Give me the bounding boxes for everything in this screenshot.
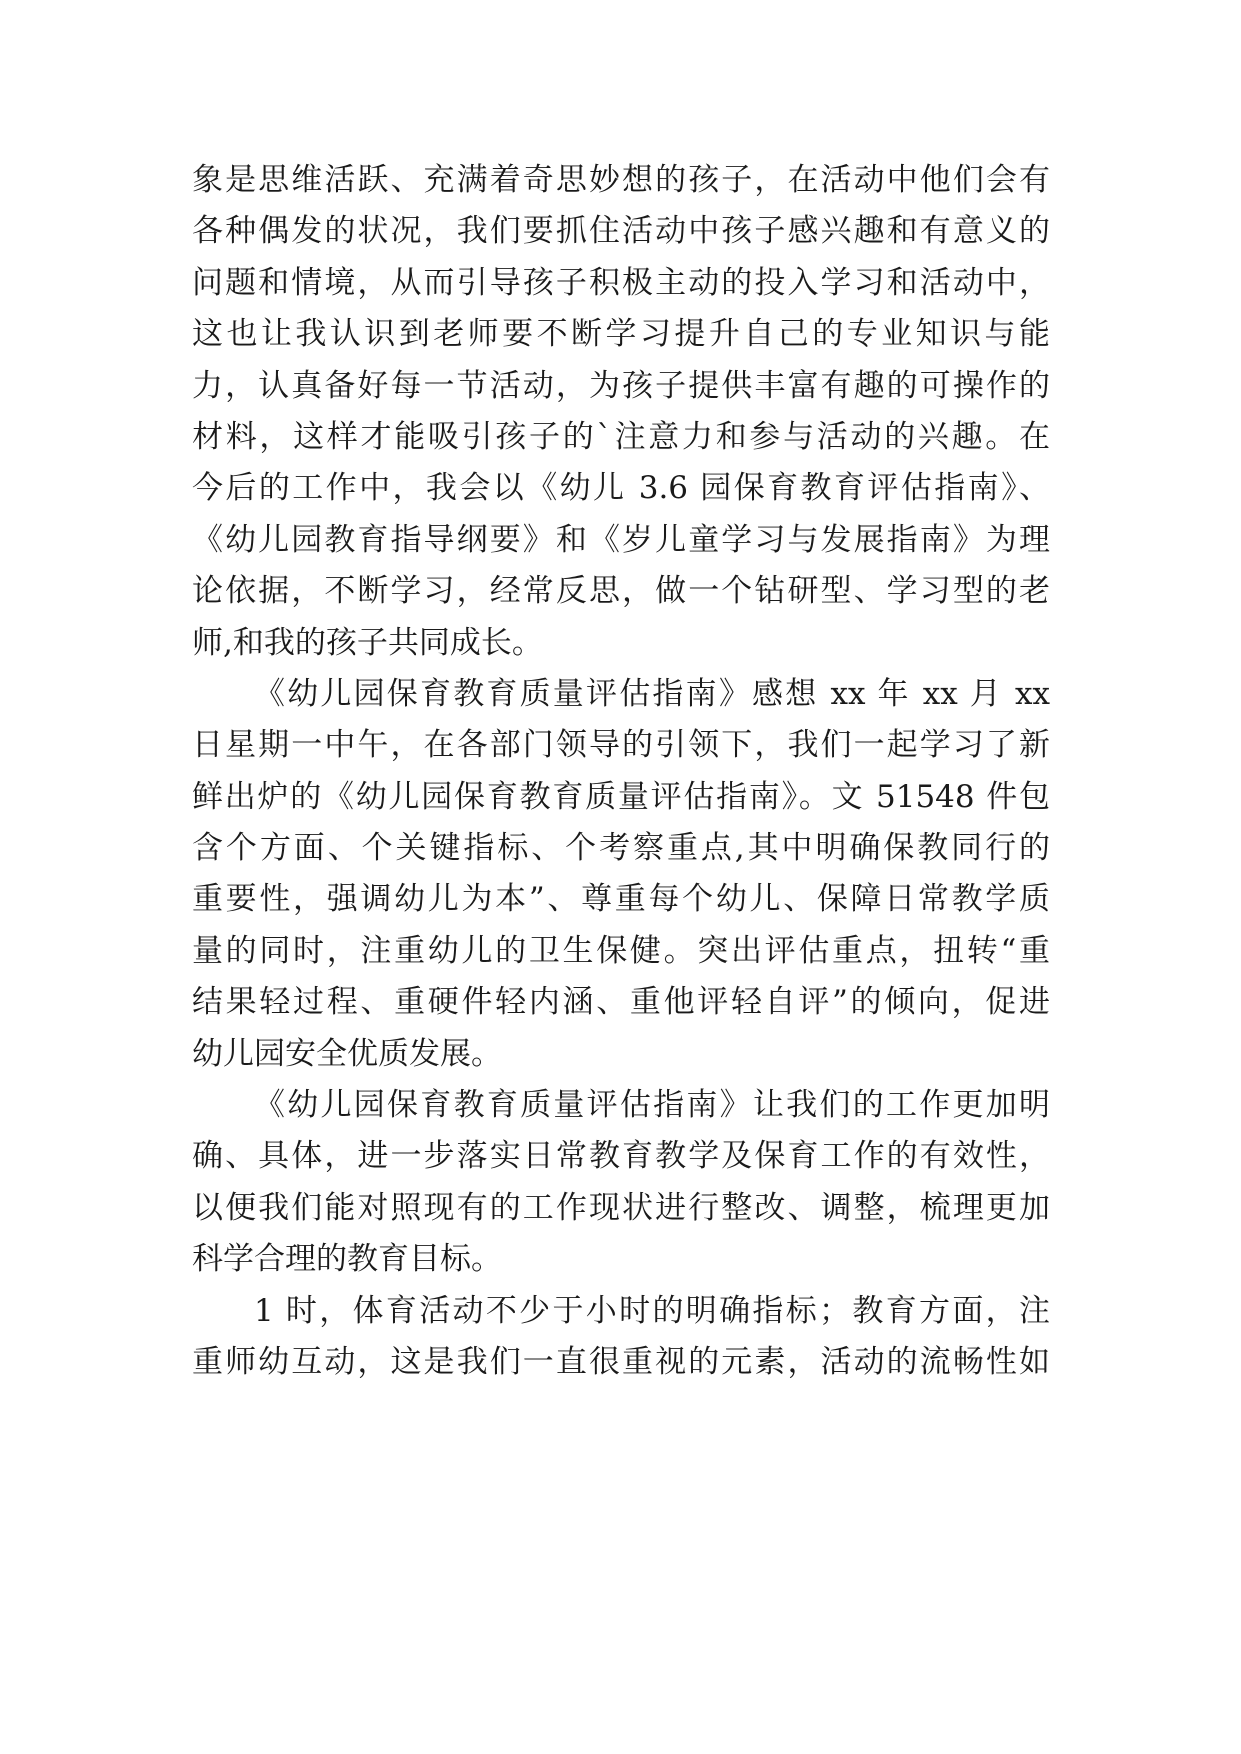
text-line: 确、具体，进一步落实日常教育教学及保育工作的有效性， <box>192 1138 1050 1175</box>
text-line: 鲜出炉的《幼儿园保育教育质量评估指南》。文 51548 件包 <box>192 778 1050 815</box>
text-line: 论依据，不断学习，经常反思，做一个钻研型、学习型的老 <box>192 573 1050 610</box>
paragraph <box>192 155 1050 669</box>
text-line: 幼儿园安全优质发展。 <box>192 1035 502 1072</box>
text-line: 问题和情境，从而引导孩子积极主动的投入学习和活动中， <box>192 264 1050 301</box>
text-line: 师,和我的孩子共同成长。 <box>192 624 543 661</box>
text-line: 材料，这样才能吸引孩子的`注意力和参与活动的兴趣。在 <box>192 418 1050 455</box>
paragraph <box>192 1286 1050 1389</box>
text-line: 《幼儿园保育教育质量评估指南》感想 xx 年 xx 月 xx <box>254 675 1050 712</box>
text-line: 结果轻过程、重硬件轻内涵、重他评轻自评”的倾向，促进 <box>192 984 1050 1021</box>
text-line: 力，认真备好每一节活动，为孩子提供丰富有趣的可操作的 <box>192 367 1050 404</box>
paragraph <box>192 1080 1050 1286</box>
text-line: 《幼儿园保育教育质量评估指南》让我们的工作更加明 <box>254 1087 1050 1124</box>
text-line: 重要性，强调幼儿为本”、尊重每个幼儿、保障日常教学质 <box>192 881 1050 918</box>
text-line: 重师幼互动，这是我们一直很重视的元素，活动的流畅性如 <box>192 1343 1050 1380</box>
document-body <box>192 155 1050 1388</box>
text-line: 日星期一中午，在各部门领导的引领下，我们一起学习了新 <box>192 727 1050 764</box>
text-line: 《幼儿园教育指导纲要》和《岁儿童学习与发展指南》为理 <box>192 521 1050 558</box>
text-line: 科学合理的教育目标。 <box>192 1241 502 1278</box>
text-line: 今后的工作中，我会以《幼儿 3.6 园保育教育评估指南》、 <box>192 470 1050 507</box>
text-line: 象是思维活跃、充满着奇思妙想的孩子，在活动中他们会有 <box>192 162 1050 198</box>
text-line: 各种偶发的状况，我们要抓住活动中孩子感兴趣和有意义的 <box>192 213 1050 250</box>
text-line: 1 时，体育活动不少于小时的明确指标；教育方面，注 <box>254 1292 1050 1329</box>
text-line: 以便我们能对照现有的工作现状进行整改、调整，梳理更加 <box>192 1189 1050 1226</box>
paragraph <box>192 669 1050 1080</box>
text-line: 含个方面、个关键指标、个考察重点,其中明确保教同行的 <box>192 830 1050 867</box>
text-line: 量的同时，注重幼儿的卫生保健。突出评估重点，扭转“重 <box>192 932 1050 969</box>
text-line: 这也让我认识到老师要不断学习提升自己的专业知识与能 <box>192 316 1050 353</box>
